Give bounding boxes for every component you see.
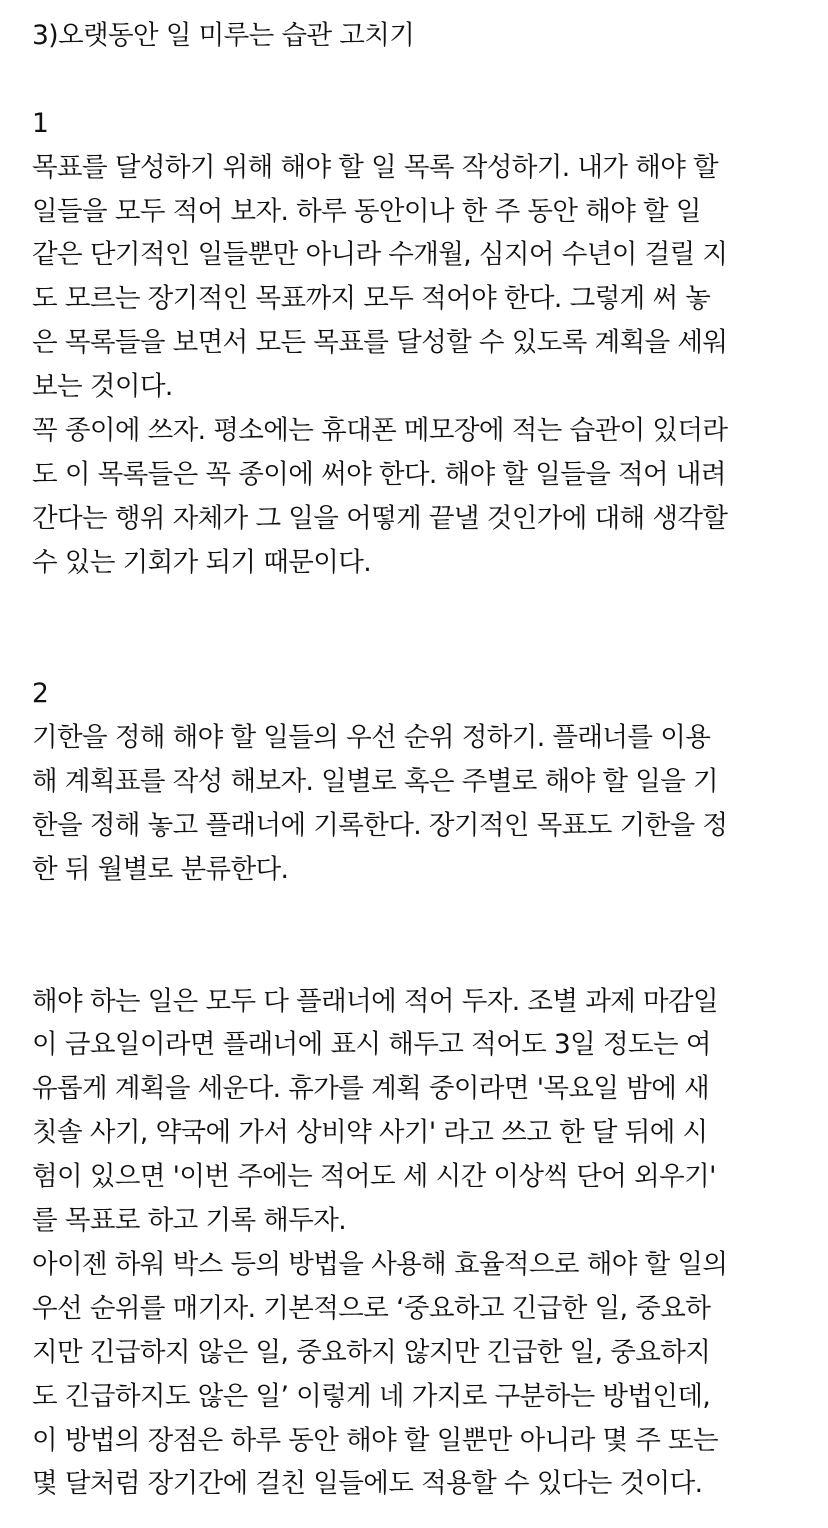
text-line: 우선 순위를 매기자. 기본적으로 ‘중요하고 긴급한 일, 중요하: [32, 1292, 711, 1324]
text-line: 기한을 정해 해야 할 일들의 우선 순위 정하기. 플래너를 이용: [32, 722, 711, 754]
text-line: 를 목표로 하고 기록 해두자.: [32, 1205, 347, 1237]
text-line: 한 뒤 월별로 분류한다.: [32, 853, 289, 885]
spacer: [32, 585, 812, 629]
text-line: 간다는 행위 자체가 그 일을 어떻게 끝낼 것인가에 대해 생각할: [32, 502, 728, 534]
text-line: 은 목록들을 보면서 모든 목표를 달성할 수 있도록 계획을 세워: [32, 327, 728, 359]
text-line: 해 계획표를 작성 해보자. 일별로 혹은 주별로 해야 할 일을 기: [32, 766, 719, 798]
text-line: 험이 있으면 '이번 주에는 적어도 세 시간 이상씩 단어 외우기': [32, 1161, 716, 1193]
section-number: 1: [32, 107, 49, 139]
text-line: 해야 하는 일은 모두 다 플래너에 적어 두자. 조별 과제 마감일: [32, 985, 719, 1017]
document-title: 3)오랫동안 일 미루는 습관 고치기: [32, 20, 415, 51]
text-line: 아이젠 하워 박스 등의 방법을 사용해 효율적으로 해야 할 일의: [32, 1248, 728, 1280]
text-line: 몇 달처럼 장기간에 걸친 일들에도 적용할 수 있다는 것이다.: [32, 1468, 703, 1500]
text-line: 이 금요일이라면 플래너에 표시 해두고 적어도 3일 정도는 여: [32, 1029, 711, 1061]
spacer: [32, 58, 812, 102]
text-line: 목표를 달성하기 위해 해야 할 일 목록 작성하기. 내가 해야 할: [32, 151, 719, 183]
text-line: 일들을 모두 적어 보자. 하루 동안이나 한 주 동안 해야 할 일: [32, 195, 701, 227]
section-number: 2: [32, 678, 49, 710]
text-line: 도 모르는 장기적인 목표까지 모두 적어야 한다. 그렇게 써 놓: [32, 283, 711, 315]
text-line: 한을 정해 놓고 플래너에 기록한다. 장기적인 목표도 기한을 정: [32, 810, 728, 842]
text-line: 칫솔 사기, 약국에 가서 상비약 사기' 라고 쓰고 한 달 뒤에 시: [32, 1117, 708, 1149]
text-line: 수 있는 기회가 되기 때문이다.: [32, 546, 372, 578]
text-line: 지만 긴급하지 않은 일, 중요하지 않지만 긴급한 일, 중요하지: [32, 1336, 711, 1368]
spacer: [32, 936, 812, 980]
spacer: [32, 892, 812, 936]
text-line: 이 방법의 장점은 하루 동안 해야 할 일뿐만 아니라 몇 주 또는: [32, 1424, 719, 1456]
text-line: 도 긴급하지도 않은 일’ 이렇게 네 가지로 구분하는 방법인데,: [32, 1380, 711, 1412]
text-line: 같은 단기적인 일들뿐만 아니라 수개월, 심지어 수년이 걸릴 지: [32, 239, 728, 271]
spacer: [32, 628, 812, 672]
text-line: 도 이 목록들은 꼭 종이에 써야 한다. 해야 할 일들을 적어 내려: [32, 458, 726, 490]
text-line: 유롭게 계획을 세운다. 휴가를 계획 중이라면 '목요일 밤에 새: [32, 1073, 710, 1105]
text-line: 보는 것이다.: [32, 371, 173, 403]
text-line: 꼭 종이에 쓰자. 평소에는 휴대폰 메모장에 적는 습관이 있더라: [32, 415, 728, 447]
